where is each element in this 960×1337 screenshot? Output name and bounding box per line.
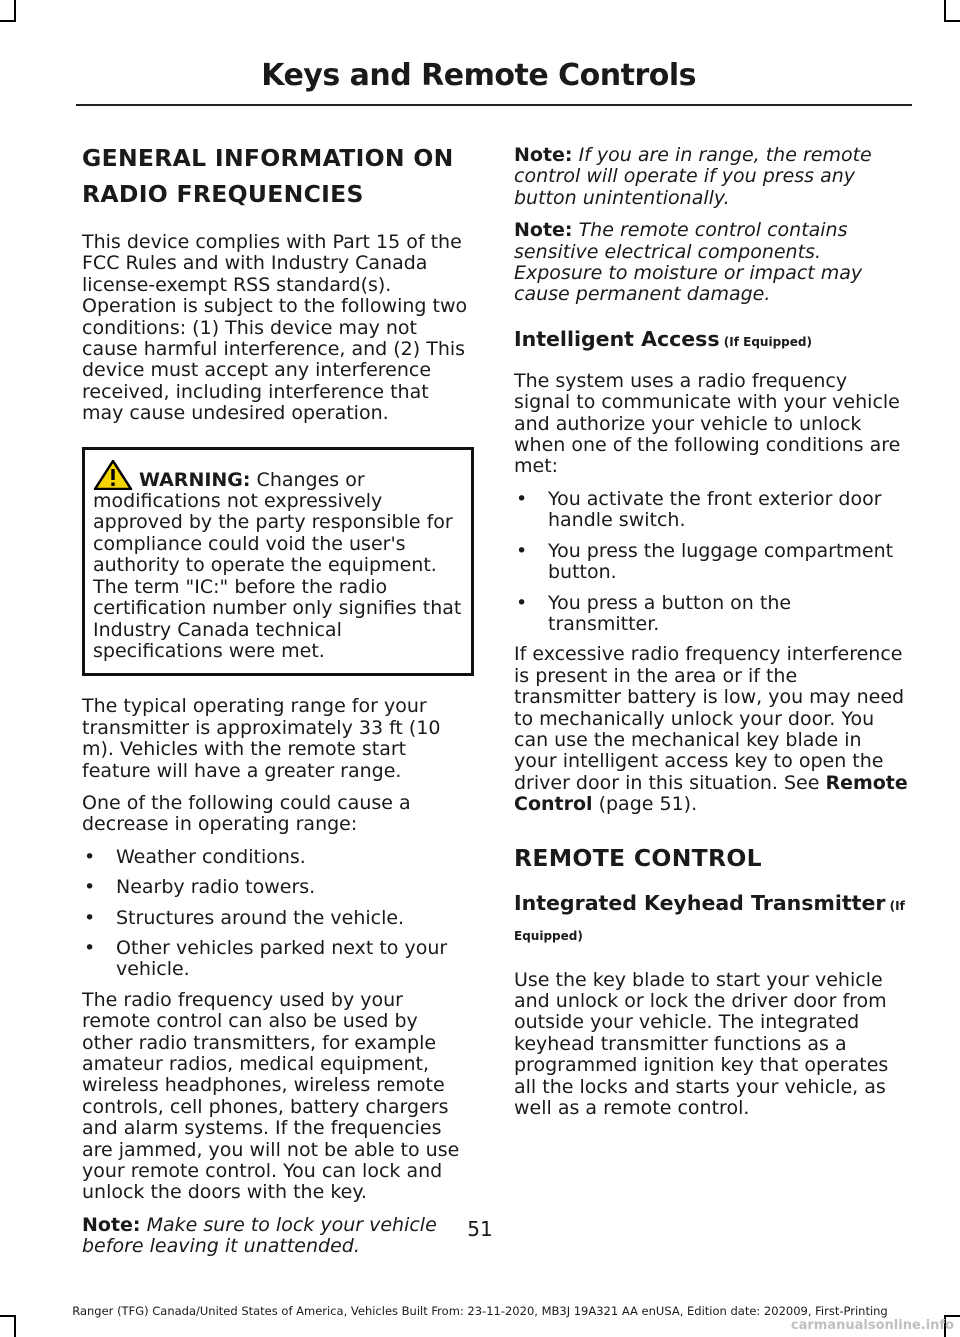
page-number: 51 <box>467 1217 493 1241</box>
list-item: • Other vehicles parked next to your vehicle. <box>82 938 474 981</box>
equipped-tag: (If Equipped) <box>719 334 812 349</box>
section-heading-remote-control: REMOTE CONTROL <box>514 843 762 872</box>
range-note <box>514 145 908 209</box>
watermark: carmanualsonline.info <box>790 1318 954 1333</box>
warning-text: Changes or modifications not expressively approved by the party responsible for compliance could void the user's authority to operate the equipment. The term "IC:" before the radio certification number only signifies that Industry Canada technical specifications were met. <box>93 468 462 662</box>
sensitive-components-note <box>514 220 908 306</box>
operating-range-paragraph: The typical operating range for your transmitter is approximately 33 ft (10 m). Vehicles with the remote start feature will have a greater range. <box>82 695 441 782</box>
list-item: • You press a button on the transmitter. <box>514 593 908 636</box>
interference-text: If excessive radio frequency interference is present in the area or if the transmitter battery is low, you may need to mechanically unlock your door. You can use the mechanical key blade in your intelligent access key to open the driver door in this situation. See <box>514 643 905 794</box>
warning-box <box>82 447 474 677</box>
keyhead-transmitter-paragraph: Use the key blade to start your vehicle and unlock or lock the driver door from outside your vehicle. The integrated keyhead transmitter functions as a programmed ignition key that operates all the locks and starts your vehicle, as well as a remote control. <box>514 968 889 1119</box>
subheading-integrated-keyhead-transmitter <box>514 890 908 950</box>
subheading-text: Intelligent Access <box>514 326 720 351</box>
list-item: • You press the luggage compartment button. <box>514 541 908 584</box>
crop-mark <box>944 0 946 22</box>
section-heading-radio-frequencies: GENERAL INFORMATION ON RADIO FREQUENCIES <box>82 144 454 208</box>
note-text: If you are in range, the remote control will operate if you press any button unintentionally. <box>514 144 872 209</box>
intelligent-access-intro: The system uses a radio frequency signal to communicate with your vehicle and authorize your vehicle to unlock when one of the following conditions are met: <box>514 369 901 478</box>
page-reference: (page 51). <box>592 793 698 816</box>
note-label: Note: <box>514 219 573 242</box>
range-decrease-intro: One of the following could cause a decrease in operating range: <box>82 791 411 836</box>
right-column <box>514 145 908 1130</box>
interference-paragraph <box>514 644 908 815</box>
subheading-text: Integrated Keyhead Transmitter <box>514 890 886 915</box>
remote-control-link[interactable]: Remote Control <box>514 771 908 816</box>
list-item: • Weather conditions. <box>82 847 474 868</box>
equipped-tag: (If Equipped) <box>514 898 905 943</box>
list-item: • Nearby radio towers. <box>82 877 474 898</box>
crop-mark <box>0 20 16 22</box>
footer-edition-info: Ranger (TFG) Canada/United States of America, Vehicles Built From: 23-11-2020, MB3J 19A321 AA enUSA, Edition date: 202009, First-Printing <box>72 1304 888 1318</box>
header-divider <box>76 104 912 106</box>
crop-mark <box>14 0 16 22</box>
frequency-jamming-paragraph: The radio frequency used by your remote control can also be used by other radio transmitters, for example amateur radios, medical equipment, wireless headphones, wireless remote controls, cell phones, battery chargers and alarm systems. If the frequencies are jammed, you will not be able to use your remote control. You can lock and unlock the doors with the key. <box>82 988 460 1204</box>
intelligent-access-conditions <box>514 489 908 635</box>
list-item: • Structures around the vehicle. <box>82 908 474 929</box>
note-label: Note: <box>82 1213 141 1236</box>
subheading-intelligent-access <box>514 326 908 355</box>
warning-label: WARNING: <box>139 468 251 491</box>
list-item: • You activate the front exterior door handle switch. <box>514 489 908 532</box>
fcc-compliance-paragraph: This device complies with Part 15 of the FCC Rules and with Industry Canada license-exempt RSS standard(s). Operation is subject to the following two conditions: (1) This device may not cause harmful interference, and (2) This device must accept any interference received, including interference that may cause undesired operation. <box>82 231 468 425</box>
note-label: Note: <box>514 144 573 166</box>
warning-triangle-icon <box>93 460 133 490</box>
range-decrease-list <box>82 847 474 981</box>
left-column <box>82 140 474 1269</box>
page-header-title: Keys and Remote Controls <box>261 58 696 93</box>
note-text: Make sure to lock your vehicle before leaving it unattended. <box>82 1213 437 1258</box>
crop-mark <box>14 1315 16 1337</box>
crop-mark <box>944 20 960 22</box>
note-text: The remote control contains sensitive electrical components. Exposure to moisture or impact may cause permanent damage. <box>514 219 863 306</box>
